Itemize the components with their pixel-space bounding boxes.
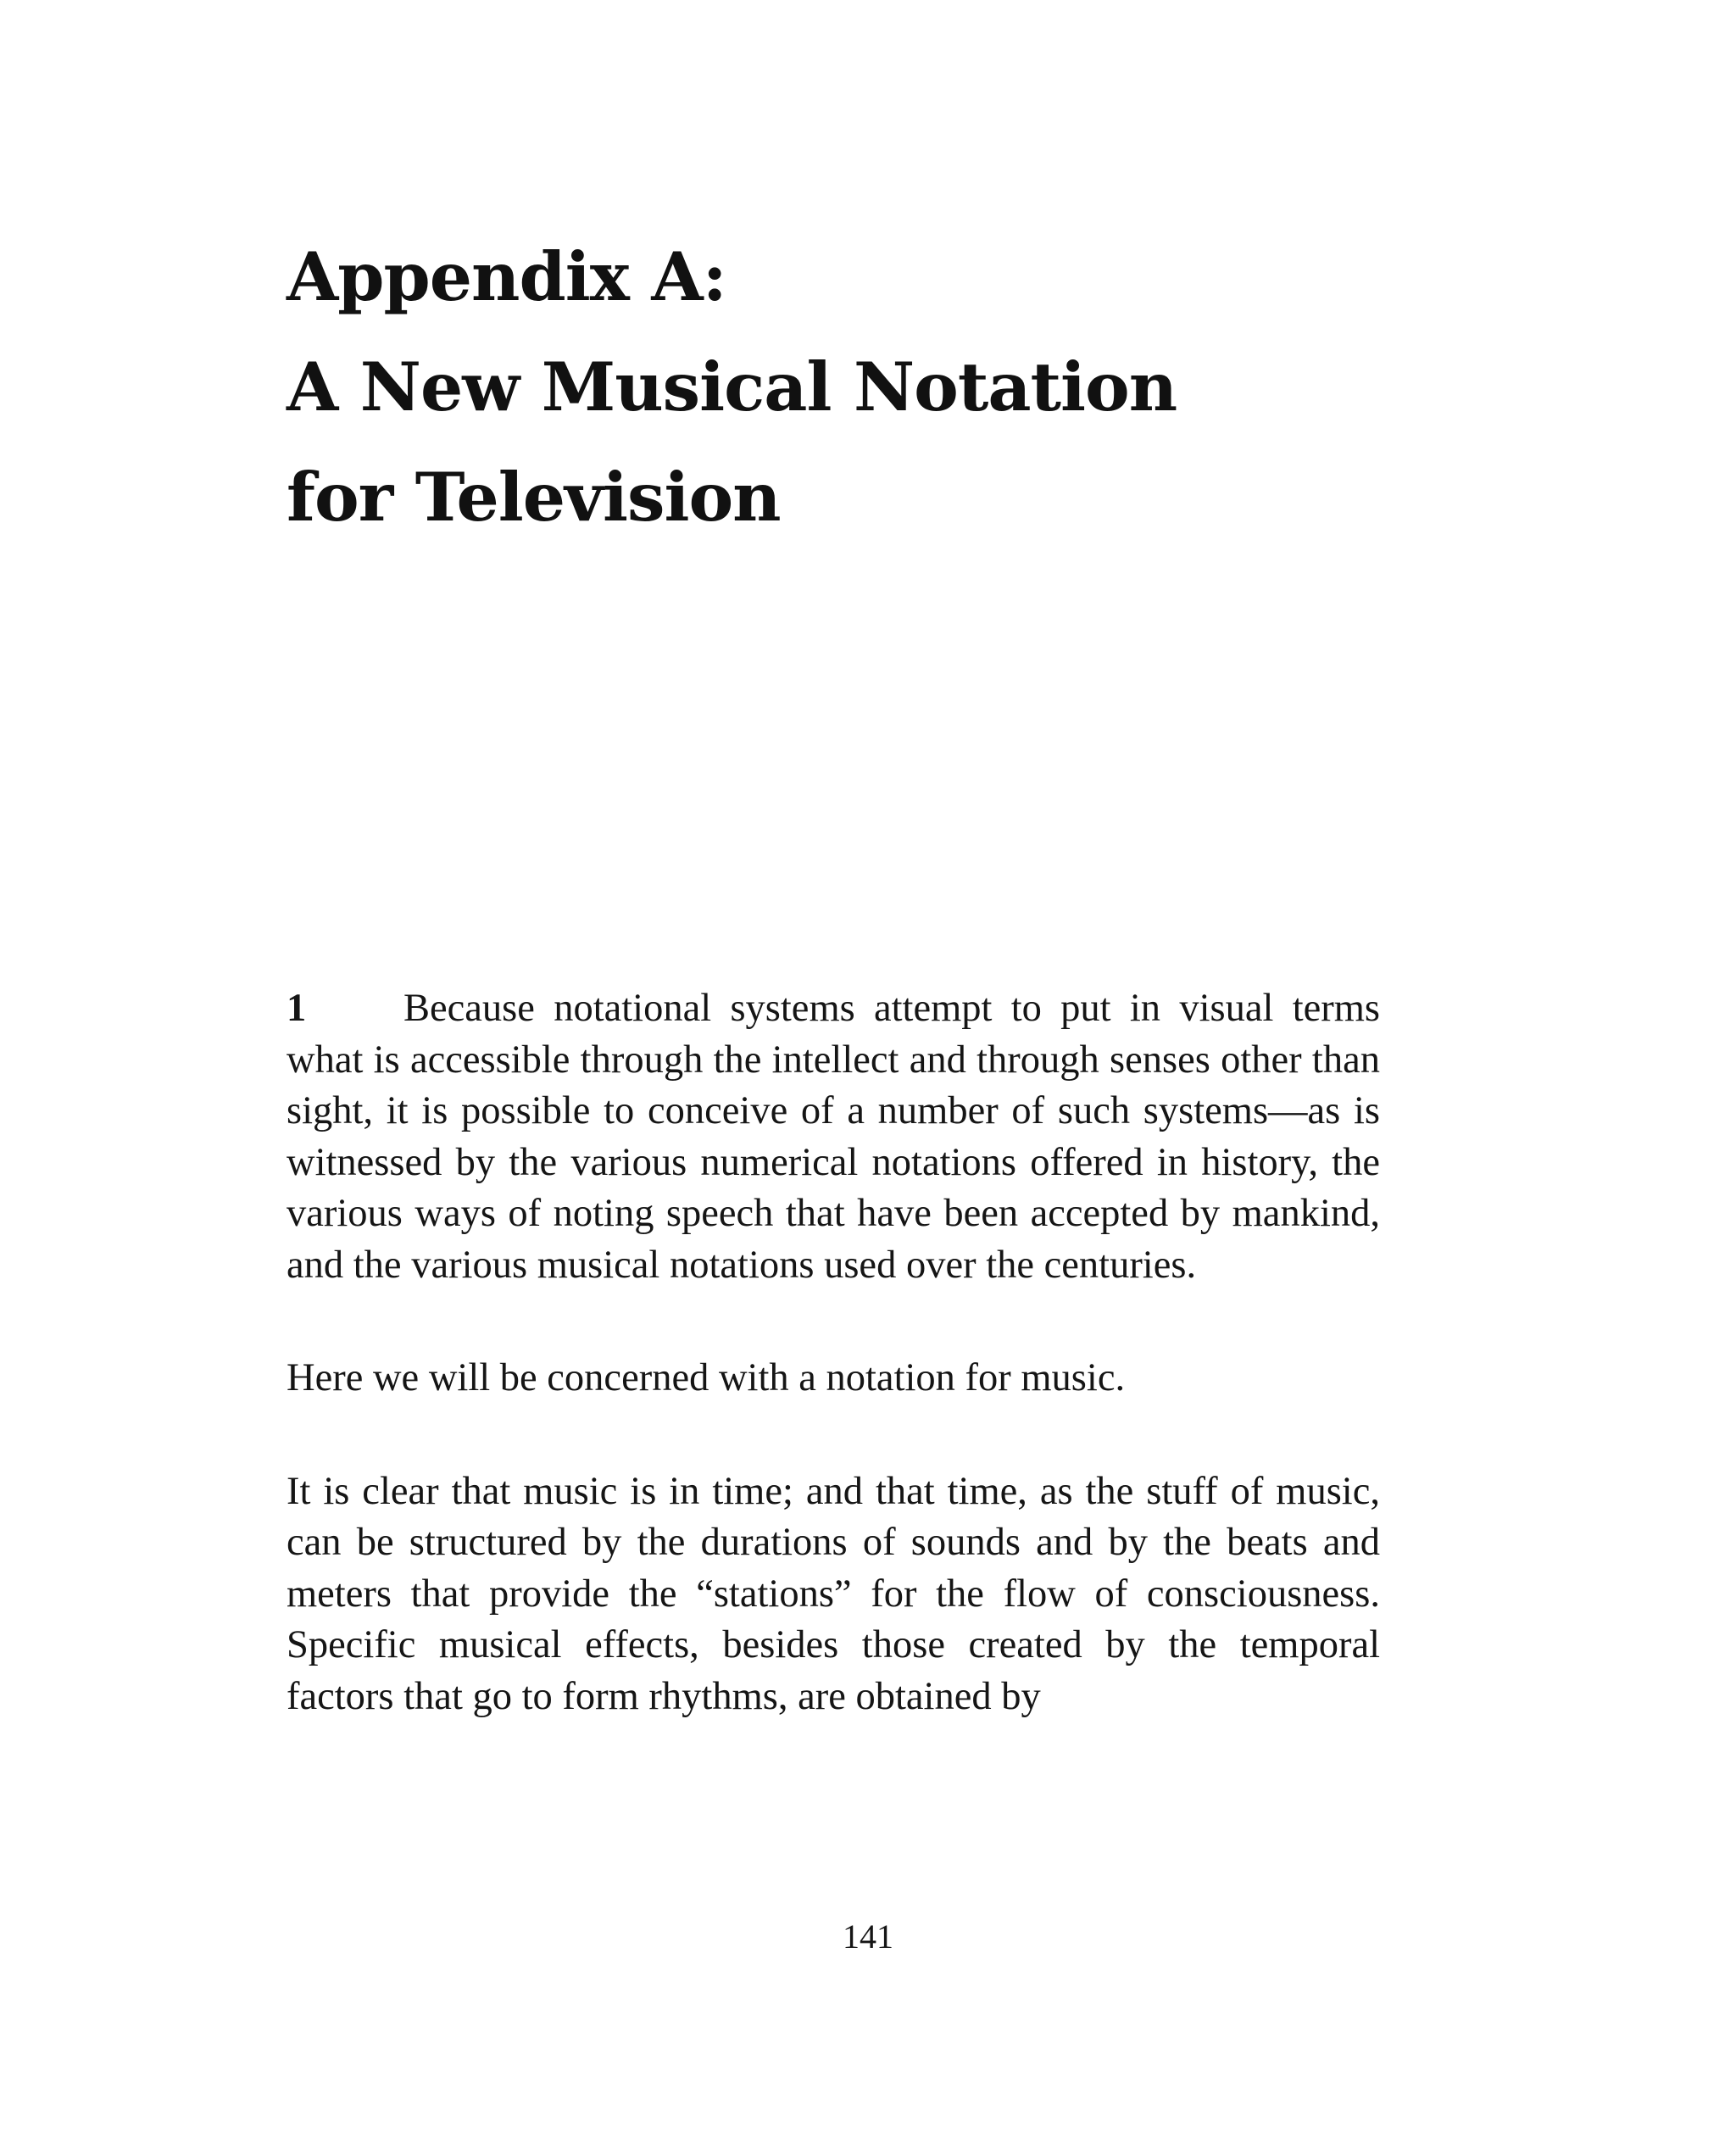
section-number: 1 xyxy=(287,987,307,1030)
title-line-1: Appendix A: xyxy=(287,237,726,316)
page-number: 141 xyxy=(843,1917,893,1956)
body-text xyxy=(287,983,1380,1722)
paragraph-2: Here we will be concerned with a notation for music. xyxy=(287,1356,1126,1399)
paragraph-3: It is clear that music is in time; and that time, as the stuff of music, can be structured by the durations of sounds and by the beats and meters that provide the “stations” for the flow of consciousness. Specific musical effects, besides those created by the temporal factors that go to form rhythms, are obtained by xyxy=(287,1469,1380,1718)
paragraph-1-text: Because notational systems attempt to put in visual terms what is accessible through the intellect and through senses other than sight, it is possible to conceive of a number of such systems—as is witnessed by the various numerical notations offered in history, the various ways of noting speech that have been accepted by mankind, and the various musical notations used over the centuries. xyxy=(287,987,1380,1287)
paragraph-1 xyxy=(287,983,1380,1291)
title-line-3: for Television xyxy=(287,458,781,537)
chapter-title xyxy=(287,222,1388,553)
title-line-2: A New Musical Notation xyxy=(287,348,1177,426)
